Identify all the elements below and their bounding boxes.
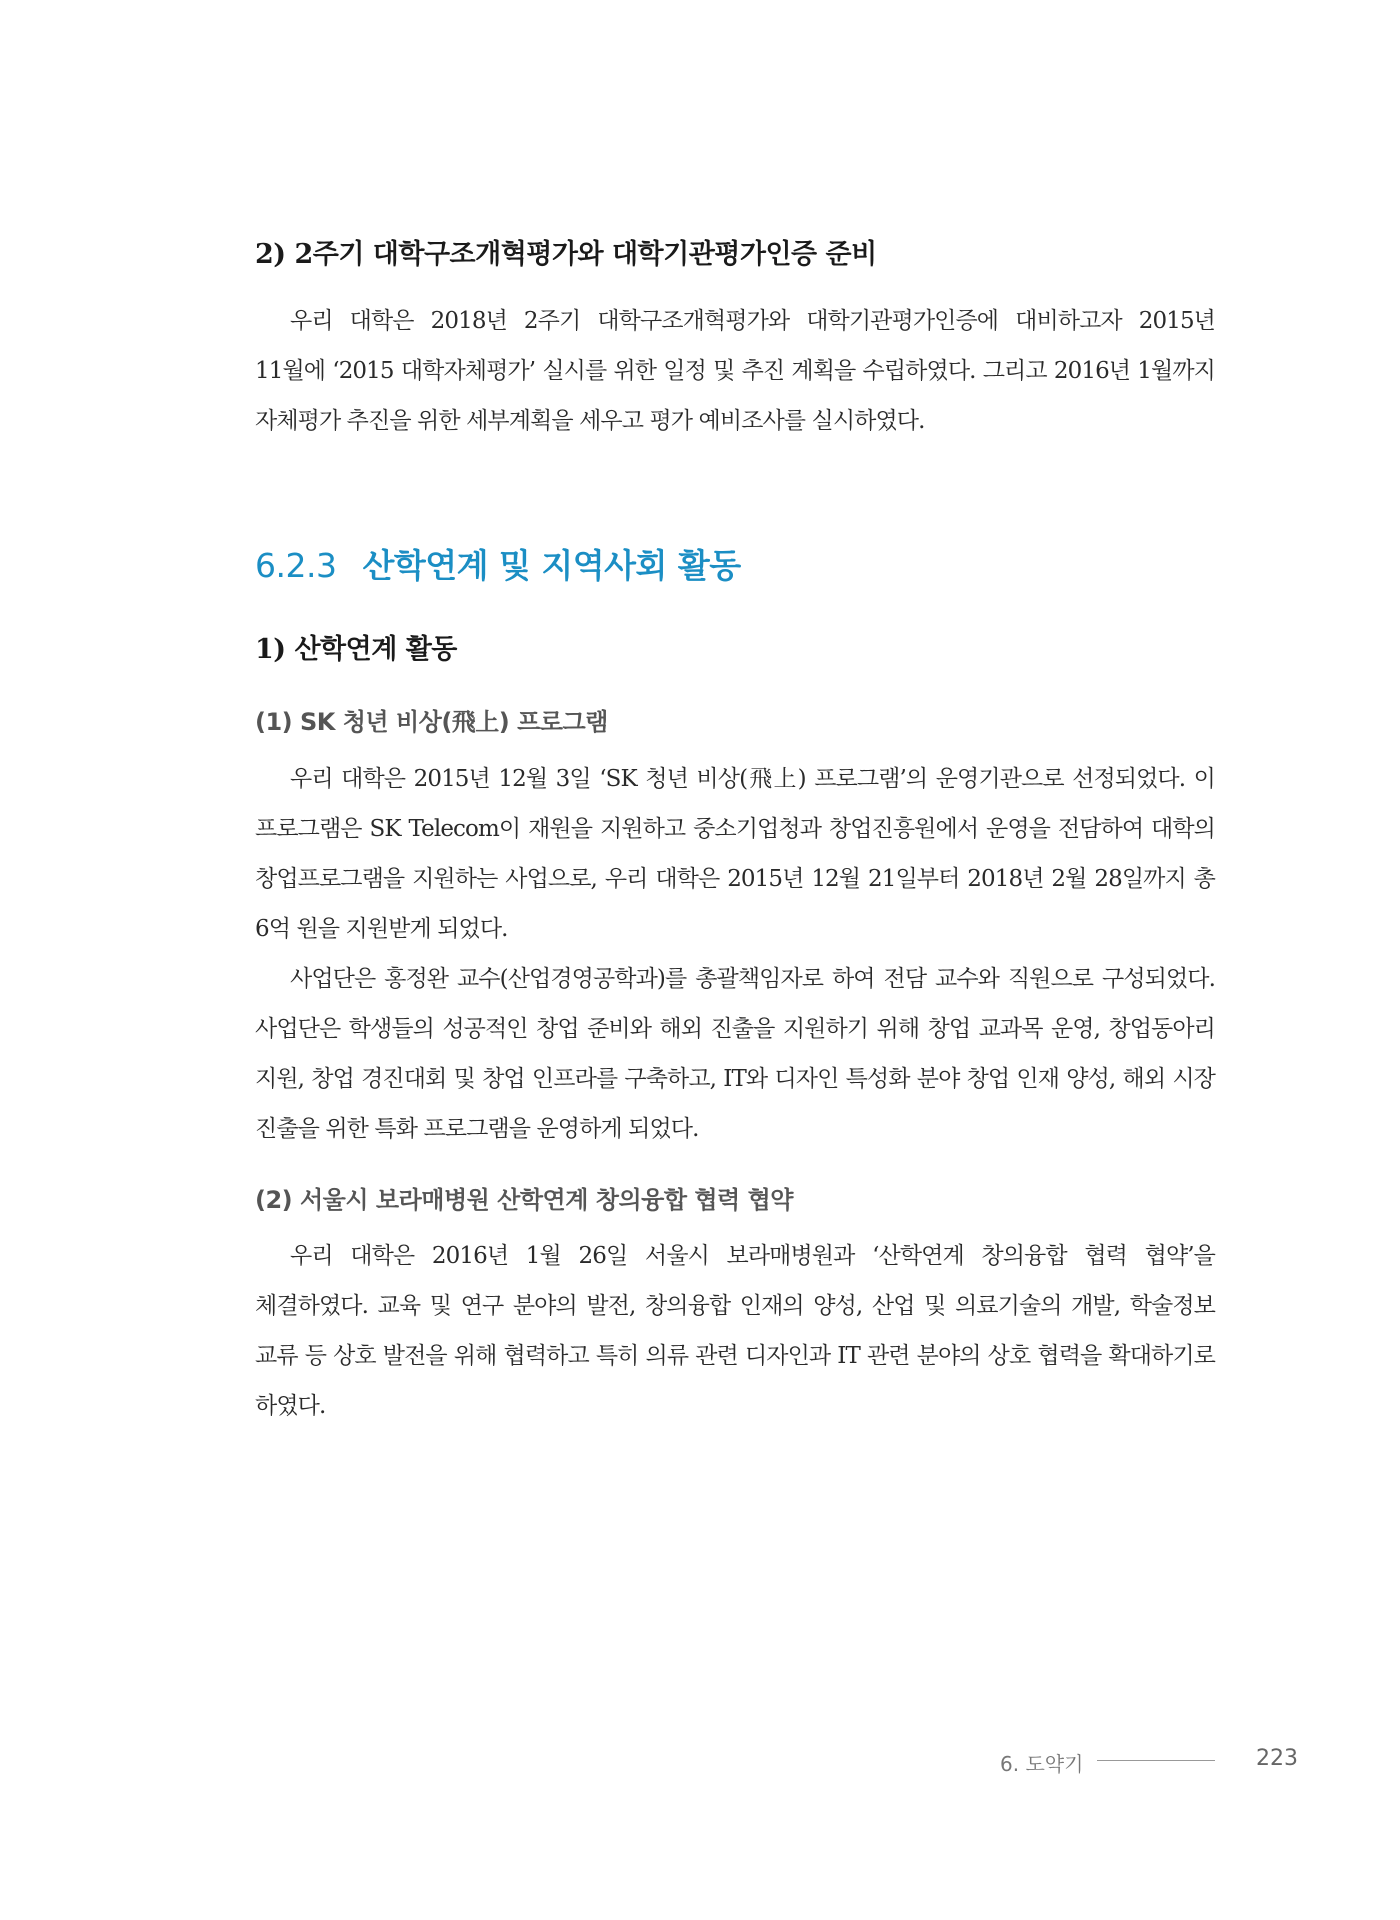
paragraph-text: 우리 대학은 2016년 1월 26일 서울시 보라매병원과 ‘산학연계 창의융합 협력 협약’을 체결하였다. 교육 및 연구 분야의 발전, 창의융합 인재의 양성, 산업 및 의료기술의 개발, 학술정보 교류 등 상호 발전을 위해 협력하고 특히 의류 관련 디자인과 IT 관련 분야의 상호 협력을 확대하기로 하였다.	[255, 1243, 1215, 1419]
paragraph-evaluation	[255, 296, 1215, 446]
footer-chapter: 6. 도약기	[1000, 1752, 1084, 1776]
paragraph-text: 우리 대학은 2015년 12월 3일 ‘SK 청년 비상(飛上) 프로그램’의 운영기관으로 선정되었다. 이 프로그램은 SK Telecom이 재원을 지원하고 중소기업청과 창업진흥원에서 운영을 전담하여 대학의 창업프로그램을 지원하는 사업으로, 우리 대학은 2015년 12월 21일부터 2018년 2월 28일까지 총 6억 원을 지원받게 되었다.	[255, 766, 1215, 942]
paragraph-text: 우리 대학은 2018년 2주기 대학구조개혁평가와 대학기관평가인증에 대비하고자 2015년 11월에 ‘2015 대학자체평가’ 실시를 위한 일정 및 추진 계획을 수립하였다. 그리고 2016년 1월까지 자체평가 추진을 위한 세부계획을 세우고 평가 예비조사를 실시하였다.	[255, 308, 1215, 434]
paragraph-boramae	[255, 1231, 1215, 1431]
page-footer	[1000, 1746, 1298, 1776]
subsection-heading-industry: 1) 산학연계 활동	[255, 634, 457, 665]
section-title: 산학연계 및 지역사회 활동	[362, 546, 741, 585]
section-number: 6.2.3	[255, 546, 337, 585]
paragraph-text: 사업단은 홍정완 교수(산업경영공학과)를 총괄책임자로 하여 전담 교수와 직원으로 구성되었다. 사업단은 학생들의 성공적인 창업 준비와 해외 진출을 지원하기 위해 창업 교과목 운영, 창업동아리 지원, 창업 경진대회 및 창업 인프라를 구축하고, IT와 디자인 특성화 분야 창업 인재 양성, 해외 시장 진출을 위한 특화 프로그램을 운영하게 되었다.	[255, 966, 1215, 1142]
page-number: 223	[1256, 1746, 1298, 1771]
item-heading-boramae: (2) 서울시 보라매병원 산학연계 창의융합 협력 협약	[255, 1186, 793, 1214]
footer-rule	[1097, 1760, 1215, 1761]
paragraph-sk-program	[255, 754, 1215, 1154]
subsection-heading-evaluation: 2) 2주기 대학구조개혁평가와 대학기관평가인증 준비	[255, 239, 877, 270]
section-heading	[255, 540, 741, 587]
item-heading-sk-program: (1) SK 청년 비상(飛上) 프로그램	[255, 708, 608, 736]
